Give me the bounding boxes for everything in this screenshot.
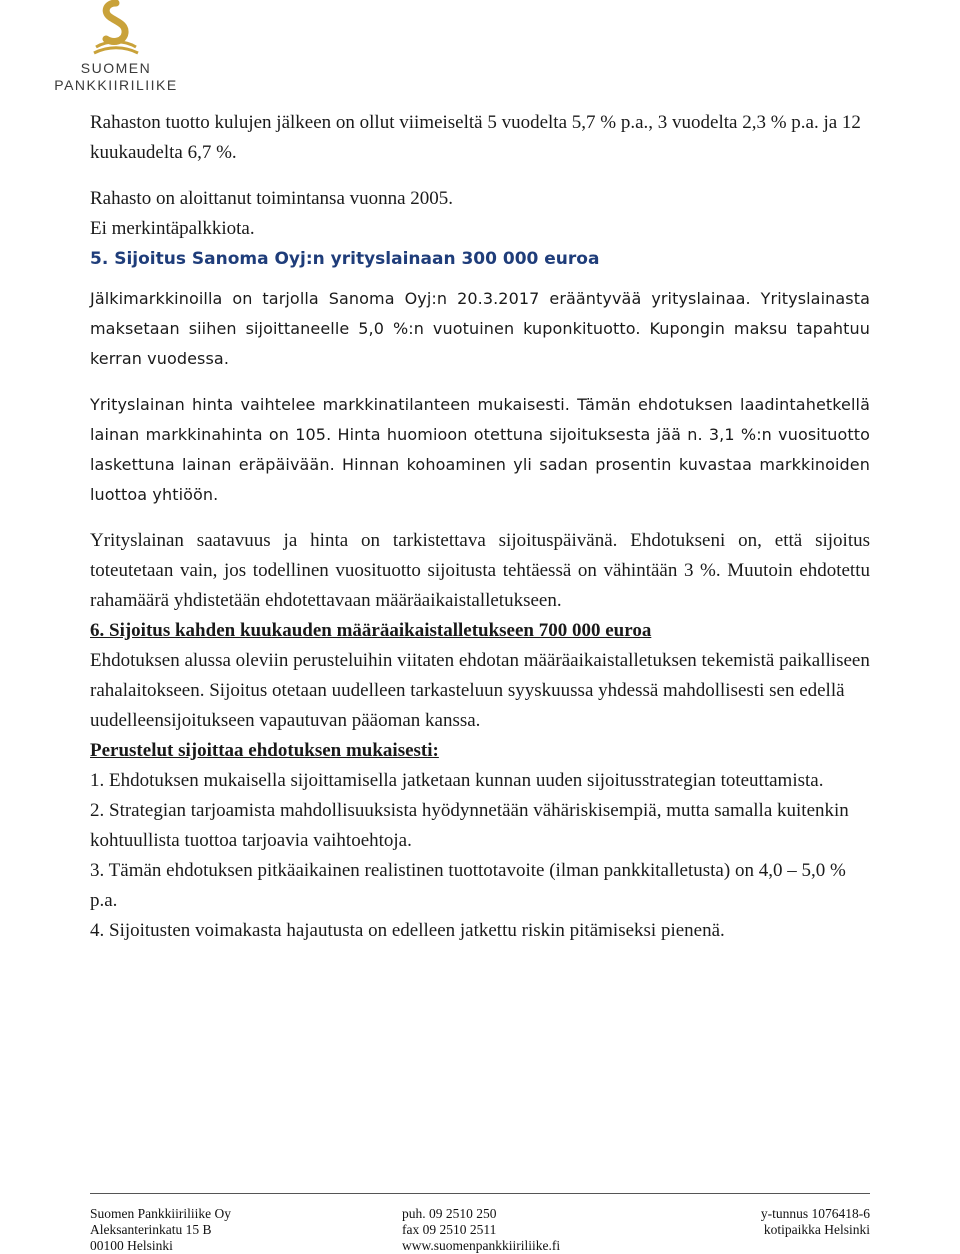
footer-phone: puh. 09 2510 250 xyxy=(402,1206,497,1221)
document-body xyxy=(90,108,870,946)
footer-city: 00100 Helsinki xyxy=(90,1238,173,1253)
footer-website: www.suomenpankkiiriliike.fi xyxy=(402,1238,561,1253)
footer-fax: fax 09 2510 2511 xyxy=(402,1222,497,1237)
footer-address xyxy=(90,1206,231,1254)
paragraph-bond-price: Yrityslainan hinta vaihtelee markkinatilanteen mukaisesti. Tämän ehdotuksen laadintahetkellä lainan markkinahinta on 105. Hinta huomioon otettuna sijoituksesta jää n. 3,1 %:n vuosituotto laskettuna lainan eräpäivään. Hinnan kohoaminen yli sadan prosentin kuvastaa markkinoiden luottoa yhtiöön. xyxy=(90,395,870,504)
paragraph-no-fee: Ei merkintäpalkkiota. xyxy=(90,218,255,239)
rationale-item-2: 2. Strategian tarjoamista mahdollisuuksista hyödynnetään vähäriskisempiä, mutta samalla kuitenkin kohtuullista tuottoa tarjoavia vaihtoehtoja. xyxy=(90,800,849,851)
footer-street: Aleksanterinkatu 15 B xyxy=(90,1222,212,1237)
rationale-item-3: 3. Tämän ehdotuksen pitkäaikainen realistinen tuottotavoite (ilman pankkitalletusta) on 4,0 – 5,0 % p.a. xyxy=(90,860,846,911)
page-footer xyxy=(90,1193,870,1253)
paragraph-sanoma-bond: Jälkimarkkinoilla on tarjolla Sanoma Oyj:n 20.3.2017 erääntyvää yrityslainaa. Yrityslainasta maksetaan siihen sijoittaneelle 5,0 %:n vuotuinen kuponkituotto. Kupongin maksu tapahtuu kerran vuodessa. xyxy=(90,289,870,368)
company-logo xyxy=(46,0,186,100)
paragraph-fund-return: Rahaston tuotto kulujen jälkeen on ollut viimeiseltä 5 vuodelta 5,7 % p.a., 3 vuodelta 2,3 % p.a. ja 12 kuukaudelta 6,7 %. xyxy=(90,112,861,163)
logo-text-line-1: SUOMEN xyxy=(80,60,152,76)
logo-s-emblem-icon xyxy=(86,0,146,58)
footer-company: Suomen Pankkiiriliike Oy xyxy=(90,1206,231,1221)
paragraph-bond-availability: Yrityslainan saatavuus ja hinta on tarkistettava sijoituspäivänä. Ehdotukseni on, että sijoitus toteutetaan vain, jos todellinen vuosituotto sijoitusta tehtäessä on vähintään 3 %. Muutoin ehdotettu rahamäärä yhdistetään ehdotettavaan määräaikaistalletukseen. xyxy=(90,530,870,611)
rationale-item-1: 1. Ehdotuksen mukaisella sijoittamisella jatketaan kunnan uuden sijoitusstrategian toteuttamista. xyxy=(90,770,824,791)
section-heading-5: 5. Sijoitus Sanoma Oyj:n yrityslainaan 300 000 euroa xyxy=(90,249,600,269)
section-heading-rationale: Perustelut sijoittaa ehdotuksen mukaisesti: xyxy=(90,740,439,761)
paragraph-term-deposit: Ehdotuksen alussa oleviin perusteluihin viitaten ehdotan määräaikaistalletuksen tekemistä paikalliseen rahalaitokseen. Sijoitus otetaan uudelleen tarkasteluun syyskuussa yhdessä mahdollisesti sen edellä uudelleensijoitukseen vapautuvan pääoman kanssa. xyxy=(90,650,870,731)
footer-business-id: y-tunnus 1076418-6 xyxy=(760,1206,870,1221)
rationale-item-4: 4. Sijoitusten voimakasta hajautusta on edelleen jatkettu riskin pitämiseksi pienenä. xyxy=(90,920,725,941)
section-heading-6: 6. Sijoitus kahden kuukauden määräaikaistalletukseen 700 000 euroa xyxy=(90,620,652,641)
footer-registration xyxy=(761,1206,870,1238)
paragraph-fund-start: Rahasto on aloittanut toimintansa vuonna 2005. xyxy=(90,188,454,209)
footer-contact xyxy=(402,1206,560,1254)
footer-domicile: kotipaikka Helsinki xyxy=(763,1222,870,1237)
logo-text-line-2: PANKKIIRILIIKE xyxy=(54,77,178,93)
